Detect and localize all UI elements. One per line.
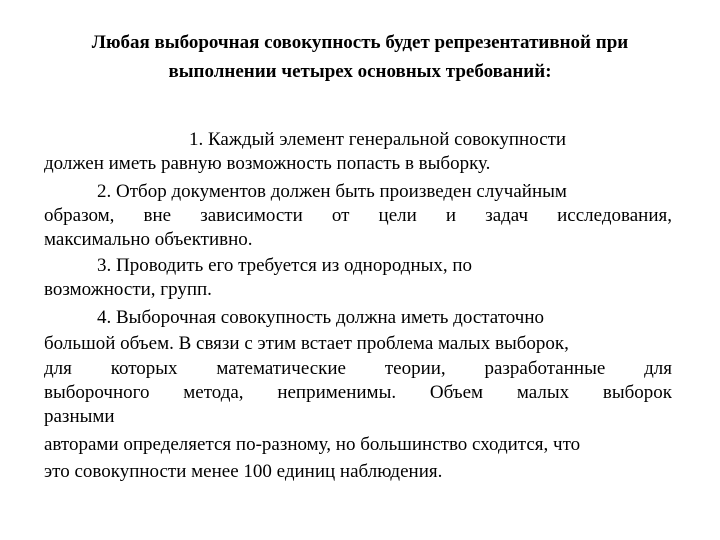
requirement-2-line-1: 2. Отбор документов должен быть произведен случайным	[97, 181, 567, 202]
requirement-4-line-3: для которых математические теории, разработанные для	[44, 358, 672, 379]
requirement-4-line-1: 4. Выборочная совокупность должна иметь достаточно	[97, 307, 545, 328]
requirement-2-line-3: максимально объективно.	[44, 229, 253, 250]
requirement-4-line-7: это совокупности менее 100 единиц наблюдения.	[44, 461, 443, 482]
requirement-4-line-6: авторами определяется по-разному, но большинство сходится, что	[44, 434, 581, 455]
requirement-4-line-5: разными	[44, 406, 115, 427]
requirement-3-line-1: 3. Проводить его требуется из однородных, по	[97, 255, 473, 276]
slide-body	[44, 128, 672, 485]
requirement-1-line-1: 1. Каждый элемент генеральной совокупности	[189, 129, 567, 150]
requirement-3-line-2: возможности, групп.	[44, 279, 212, 300]
requirement-1-line-2: должен иметь равную возможность попасть в выборку.	[44, 153, 491, 174]
title-line-1: Любая выборочная совокупность будет репрезентативной при	[91, 32, 629, 53]
requirement-4-line-2: большой объем. В связи с этим встает проблема малых выборок,	[44, 333, 569, 354]
slide-title	[40, 28, 680, 86]
requirement-2-line-2: образом, вне зависимости от цели и задач исследования,	[44, 205, 672, 226]
title-line-2: выполнении четырех основных требований:	[168, 61, 552, 82]
requirement-4-line-4: выборочного метода, неприменимы. Объем малых выборок	[44, 382, 672, 403]
